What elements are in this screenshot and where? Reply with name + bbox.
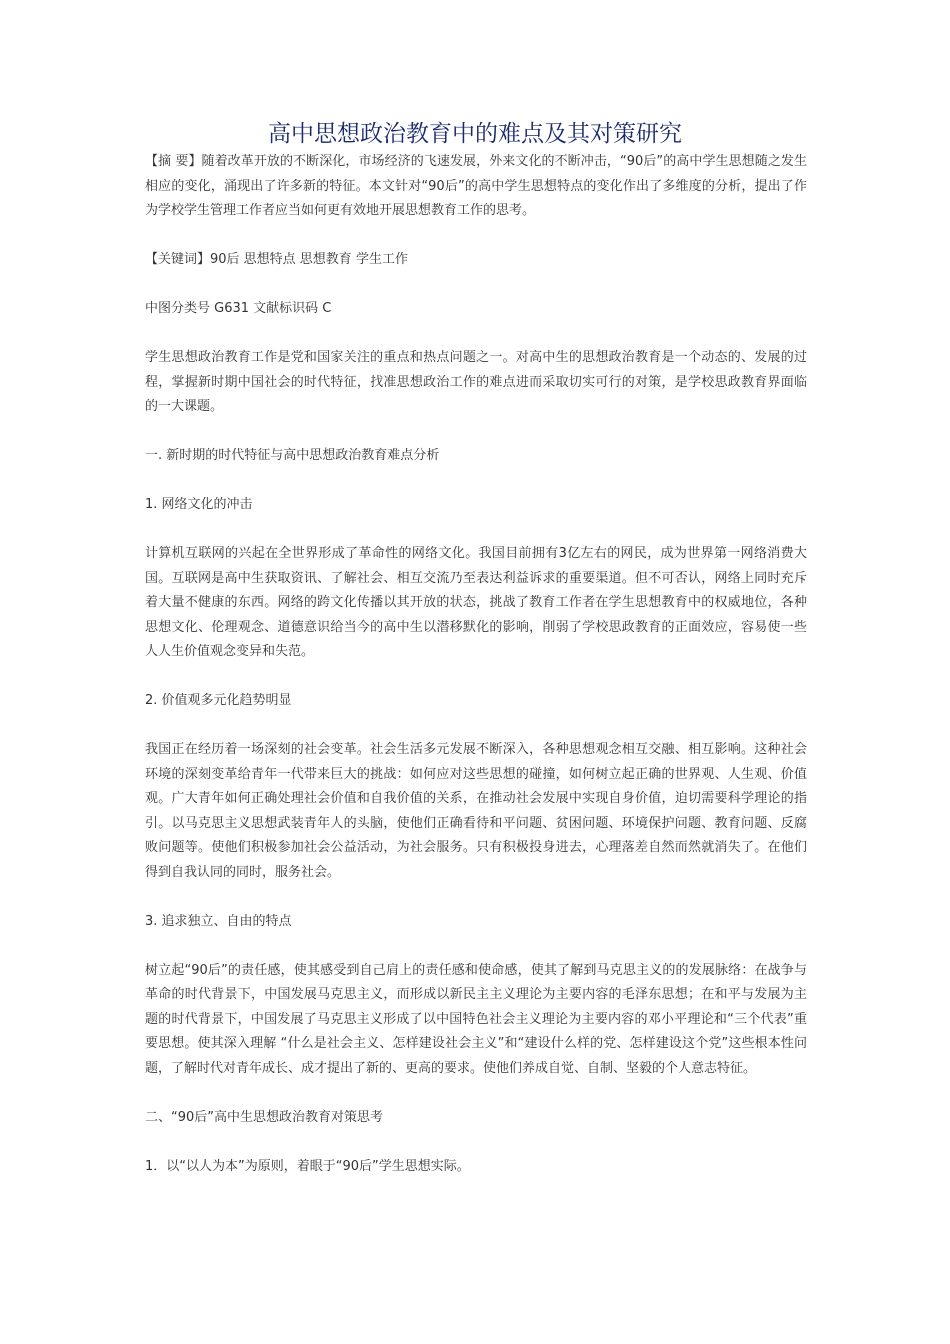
document-body <box>145 150 807 1204</box>
body-paragraph: 我国正在经历着一场深刻的社会变革。社会生活多元发展不断深入，各种思想观念相互交融、相互影响。这种社会环境的深刻变革给青年一代带来巨大的挑战：如何应对这些思想的碰撞，如何树立起正确的世界观、人生观、价值观。广大青年如何正确处理社会价值和自我价值的关系，在推动社会发展中实现自身价值，迫切需要科学理论的指引。以马克思主义思想武装青年人的头脑，使他们正确看待和平问题、贫困问题、环境保护问题、教育问题、反腐败问题等。使他们积极参加社会公益活动，为社会服务。只有积极投身进去，心理落差自然而然就消失了。在他们得到自我认同的同时，服务社会。 <box>145 742 807 880</box>
classification-paragraph: 中图分类号 G631 文献标识码 C <box>145 301 332 316</box>
subsection-heading-2-1: 1．以“以人为本”为原则，着眼于“90后”学生思想实际。 <box>145 1158 470 1174</box>
body-paragraph: 计算机互联网的兴起在全世界形成了革命性的网络文化。我国目前拥有3亿左右的网民，成为世界第一网络消费大国。互联网是高中生获取资讯、了解社会、相互交流乃至表达利益诉求的重要渠道。但不可否认，网络上同时充斥着大量不健康的东西。网络的跨文化传播以其开放的状态，挑战了教育工作者在学生思想教育中的权威地位，各种思想文化、伦理观念、道德意识给当今的高中生以潜移默化的影响，削弱了学校思政教育的正面效应，容易使一些人人生价值观念变异和失范。 <box>145 546 807 659</box>
section-heading-1: 一. 新时期的时代特征与高中思想政治教育难点分析 <box>145 448 440 463</box>
document-title: 高中思想政治教育中的难点及其对策研究 <box>268 121 682 147</box>
subsection-heading-1-3: 3. 追求独立、自由的特点 <box>145 913 292 929</box>
body-paragraph: 树立起“90后”的责任感，使其感受到自己肩上的责任感和使命感，使其了解到马克思主义的的发展脉络：在战争与革命的时代背景下，中国发展马克思主义，而形成以新民主主义理论为主要内容的毛泽东思想；在和平与发展为主题的时代背景下，中国发展了马克思主义形成了以中国特色社会主义理论为主要内容的邓小平理论和“三个代表”重要思想。使其深入理解 “什么是社会主义、怎样建设社会主义”和“建设什么样的党、怎样建设这个党”这些根本性问题，了解时代对青年成长、成才提出了新的、更高的要求。使他们养成自觉、自制、坚毅的个人意志特征。 <box>145 962 807 1076</box>
keywords-paragraph: 【关键词】90后 思想特点 思想教育 学生工作 <box>145 252 408 267</box>
section-heading-2: 二、“90后”高中生思想政治教育对策思考 <box>145 1109 384 1125</box>
subsection-heading-1-1: 1. 网络文化的冲击 <box>145 497 253 512</box>
abstract-paragraph: 【摘 要】随着改革开放的不断深化，市场经济的飞速发展，外来文化的不断冲击，“90后”的高中学生思想随之发生相应的变化，涌现出了许多新的特征。本文针对“90后”的高中学生思想特点的变化作出了多维度的分析，提出了作为学校学生管理工作者应当如何更有效地开展思想教育工作的思考。 <box>145 154 807 218</box>
intro-paragraph: 学生思想政治教育工作是党和国家关注的重点和热点问题之一。对高中生的思想政治教育是一个动态的、发展的过程，掌握新时期中国社会的时代特征，找准思想政治工作的难点进而采取切实可行的对策，是学校思政教育界面临的一大课题。 <box>145 350 807 414</box>
subsection-heading-1-2: 2. 价值观多元化趋势明显 <box>145 693 292 708</box>
